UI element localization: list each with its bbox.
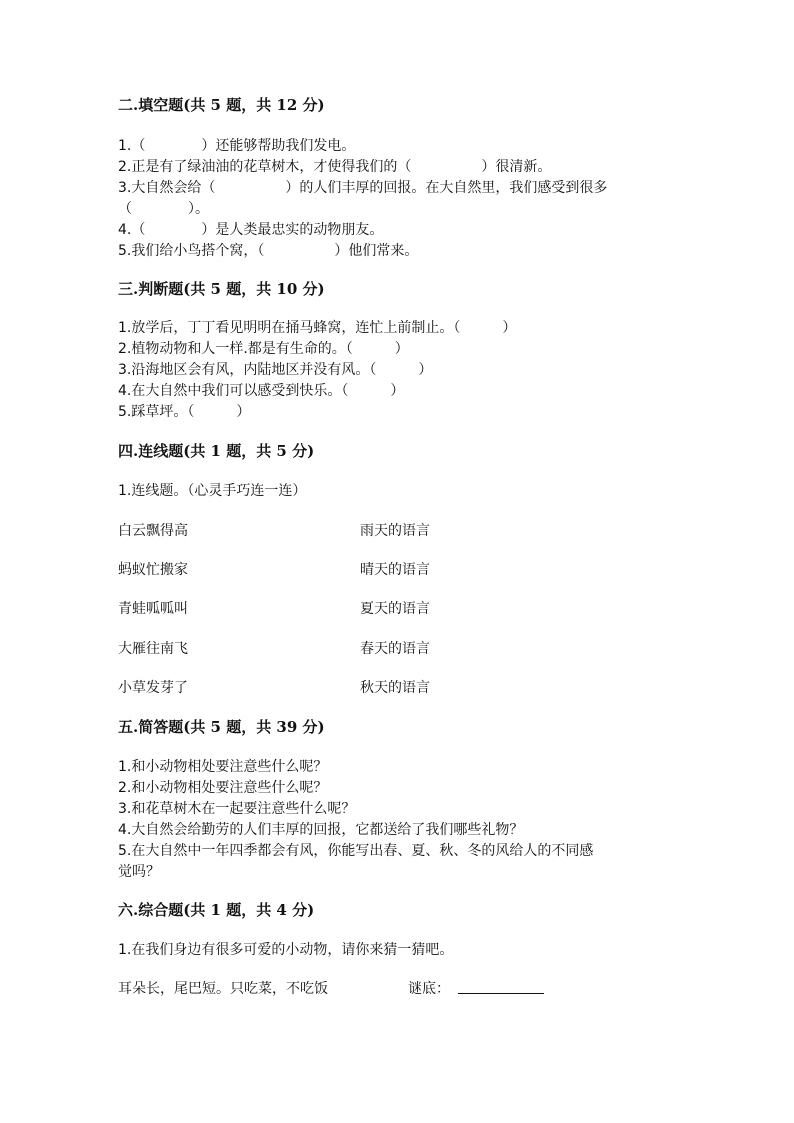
matching-left-item[interactable]: 蚂蚁忙搬家 [118, 562, 188, 578]
short-answer-question-4: 4.大自然会给勤劳的人们丰厚的回报，它都送给了我们哪些礼物？ [118, 822, 524, 838]
matching-left-item[interactable]: 小草发芽了 [118, 680, 188, 696]
matching-right-item[interactable]: 雨天的语言 [360, 523, 430, 539]
fill-blank-question-4: 4.（ ）是人类最忠实的动物朋友。 [118, 222, 384, 238]
true-false-question-3: 3.沿海地区会有风，内陆地区并没有风。（ ） [118, 362, 433, 378]
matching-right-item[interactable]: 秋天的语言 [360, 680, 430, 696]
riddle-text: 耳朵长，尾巴短。只吃菜，不吃饭 [118, 981, 328, 997]
true-false-question-2: 2.植物动物和人一样.都是有生命的。（ ） [118, 341, 409, 357]
short-answer-question-5: 5.在大自然中一年四季都会有风，你能写出春、夏、秋、冬的风给人的不同感 [118, 843, 594, 859]
comprehensive-heading: 六.综合题(共 1 题，共 4 分) [118, 901, 315, 919]
matching-left-item[interactable]: 白云飘得高 [118, 523, 188, 539]
matching-left-item[interactable]: 青蛙呱呱叫 [118, 601, 188, 617]
fill-blank-question-3: 3.大自然会给（ ）的人们丰厚的回报。在大自然里，我们感受到很多 [118, 180, 608, 196]
matching-right-item[interactable]: 晴天的语言 [360, 562, 430, 578]
short-answer-question-3: 3.和花草树木在一起要注意些什么呢？ [118, 801, 356, 817]
true-false-heading: 三.判断题(共 5 题，共 10 分) [118, 280, 325, 298]
riddle-answer-label: 谜底： [408, 981, 450, 997]
short-answer-question-1: 1.和小动物相处要注意些什么呢？ [118, 759, 328, 775]
fill-blank-question-1: 1.（ ）还能够帮助我们发电。 [118, 138, 356, 154]
short-answer-heading: 五.简答题(共 5 题，共 39 分) [118, 718, 325, 736]
fill-blank-question-5: 5.我们给小鸟搭个窝，（ ）他们常来。 [118, 243, 419, 259]
matching-left-item[interactable]: 大雁往南飞 [118, 641, 188, 657]
matching-instruction: 1.连线题。（心灵手巧连一连） [118, 483, 307, 499]
fill-blank-heading: 二.填空题(共 5 题，共 12 分) [118, 96, 325, 114]
true-false-question-4: 4.在大自然中我们可以感受到快乐。（ ） [118, 383, 405, 399]
matching-heading: 四.连线题(共 1 题，共 5 分) [118, 442, 315, 460]
matching-right-item[interactable]: 春天的语言 [360, 641, 430, 657]
riddle-answer-blank[interactable] [458, 993, 544, 994]
true-false-question-1: 1.放学后，丁丁看见明明在捅马蜂窝，连忙上前制止。（ ） [118, 320, 517, 336]
short-answer-question-2: 2.和小动物相处要注意些什么呢？ [118, 780, 328, 796]
short-answer-question-5-cont: 觉吗？ [118, 864, 160, 880]
true-false-question-5: 5.踩草坪。（ ） [118, 404, 251, 420]
comprehensive-question: 1.在我们身边有很多可爱的小动物，请你来猜一猜吧。 [118, 942, 454, 958]
fill-blank-question-2: 2.正是有了绿油油的花草树木，才使得我们的（ ）很清新。 [118, 159, 552, 175]
fill-blank-question-3-cont: （ ）。 [118, 201, 209, 217]
matching-right-item[interactable]: 夏天的语言 [360, 601, 430, 617]
